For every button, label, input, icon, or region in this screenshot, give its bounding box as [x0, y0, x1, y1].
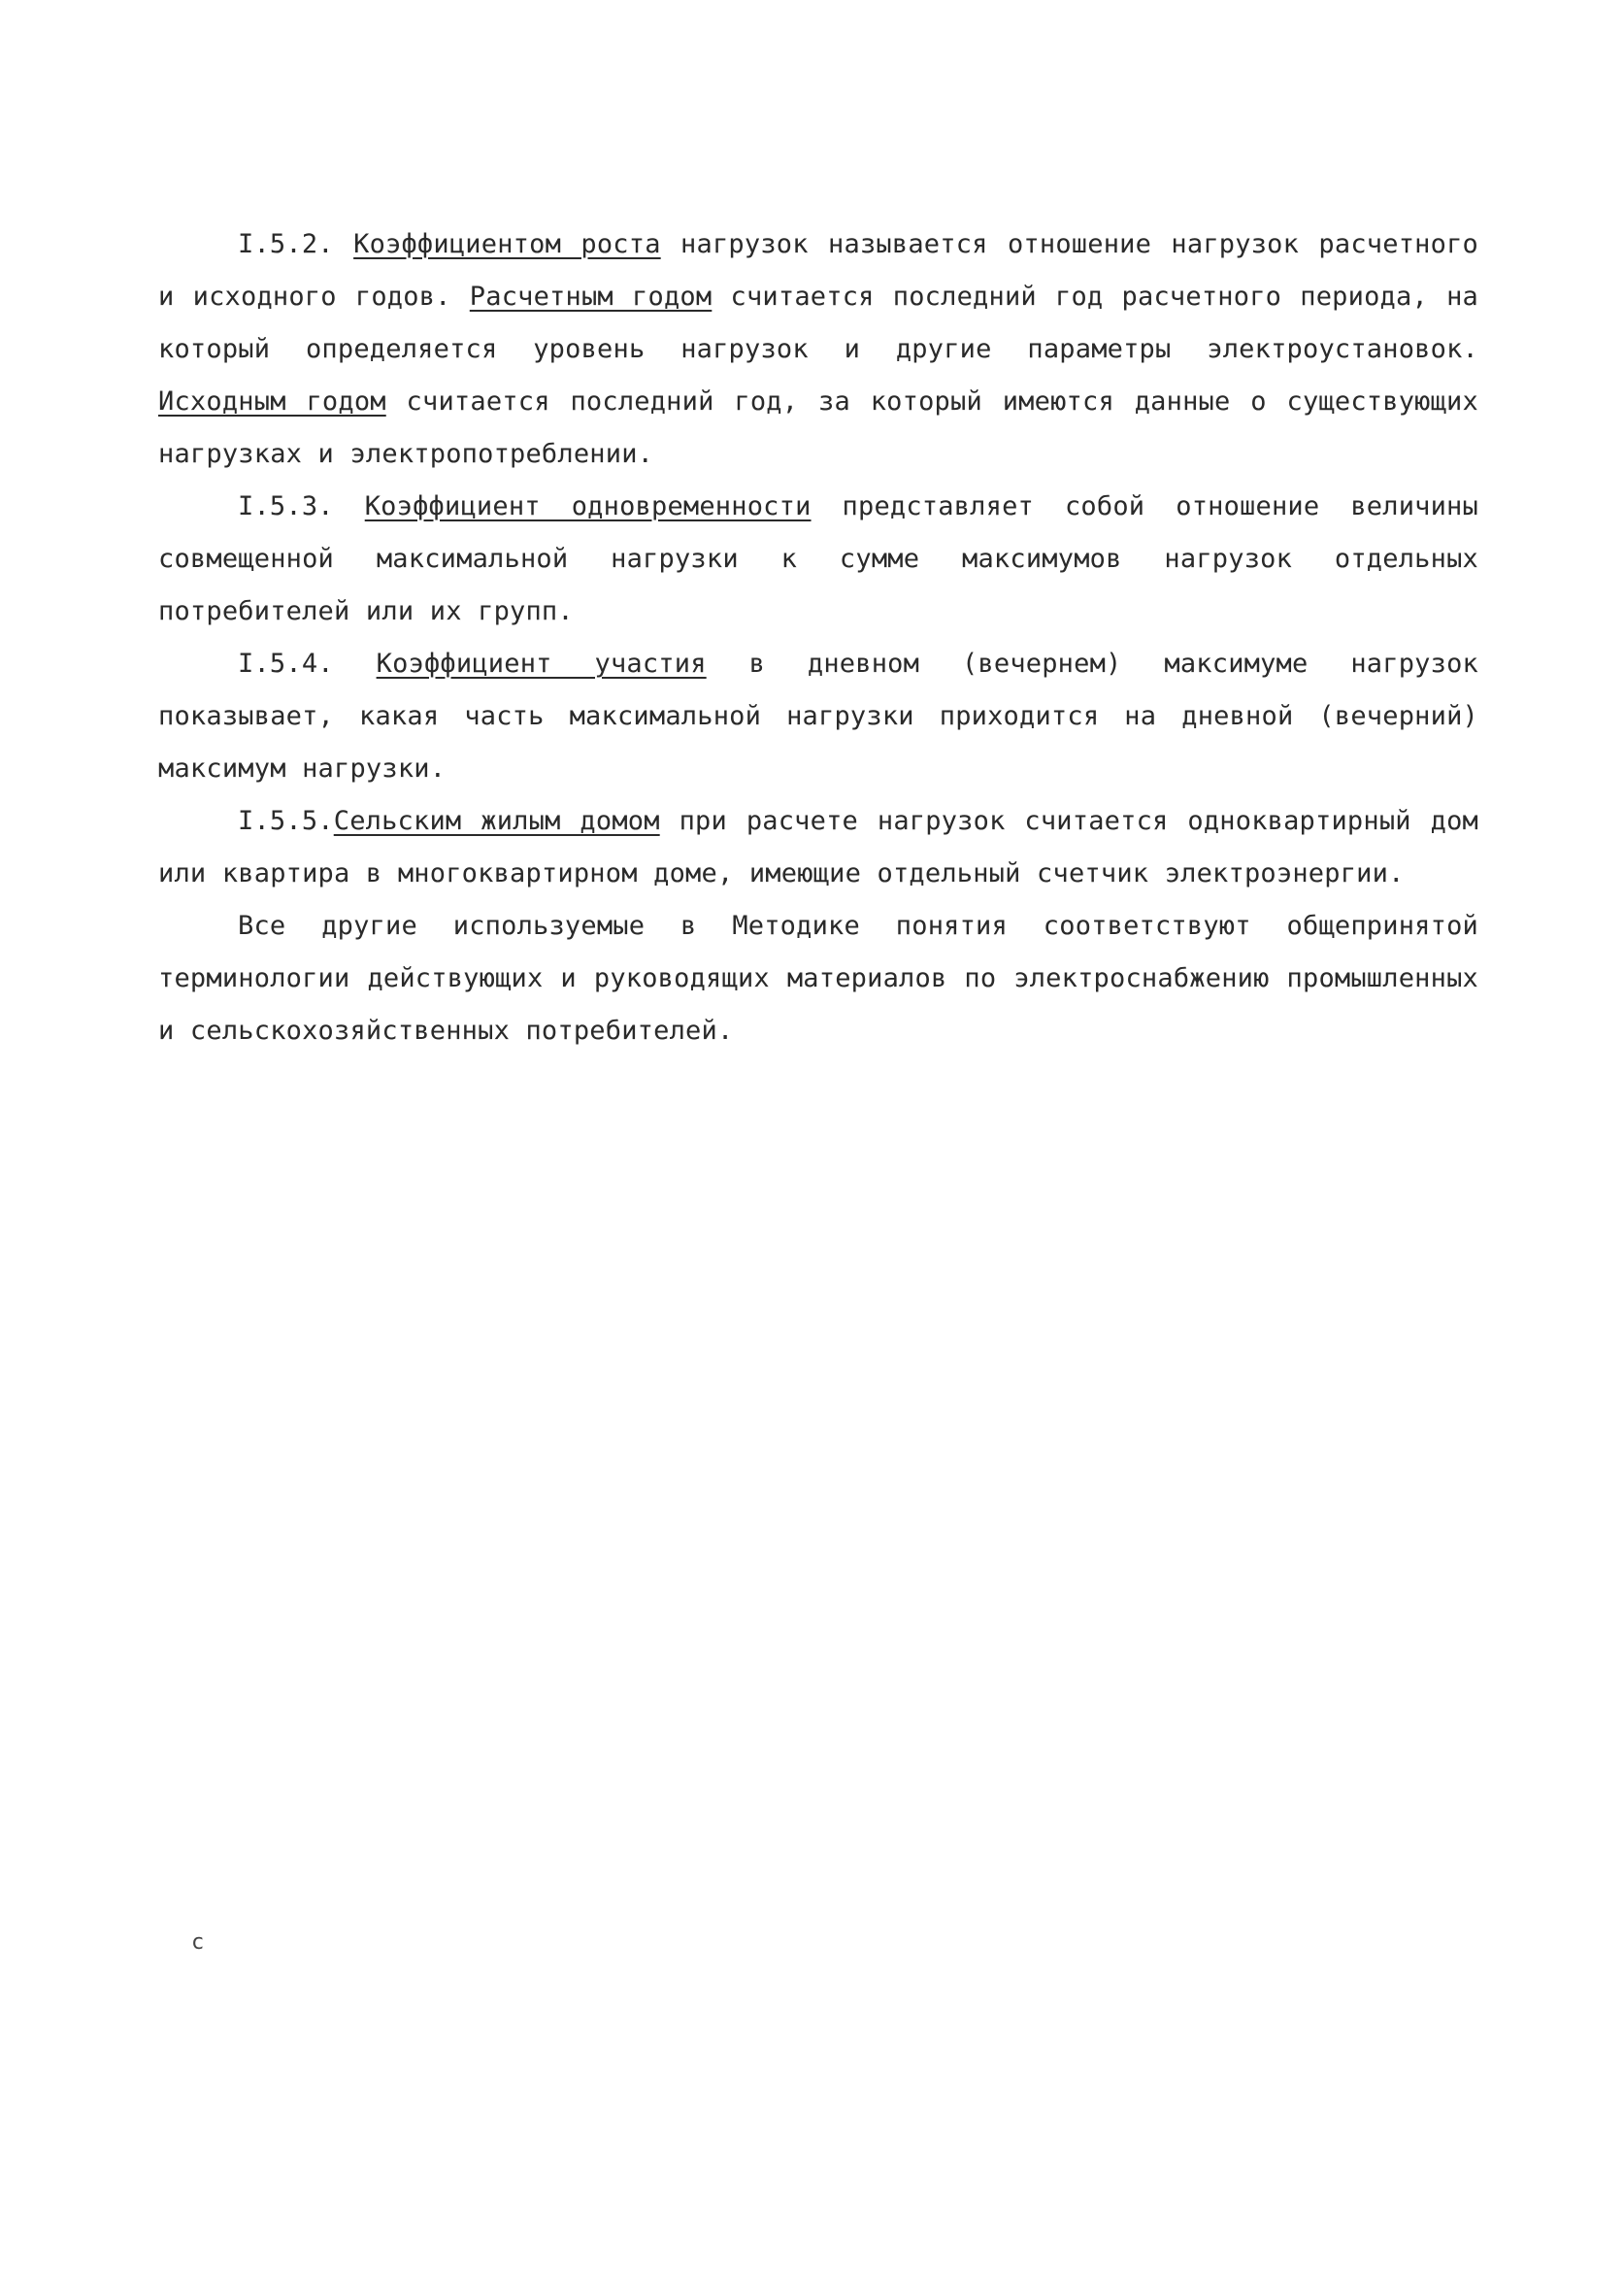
paragraph-text: Все другие используемые в Методике понятия соответствуют общепринятой терминологии действующих и руководящих материалов по электроснабжению промышленных и сельскохозяйственных потребителей.	[158, 911, 1478, 1046]
term-base-year: Исходным годом	[158, 386, 386, 417]
term-design-year: Расчетным годом	[469, 282, 713, 312]
clause-number: I.5.5.	[238, 806, 334, 836]
paragraph-text: представляет собой отношение величины совмещенной максимальной нагрузки к сумме максимумов нагрузок отдельных потребителей или их групп.	[158, 491, 1478, 626]
paragraph-text: считается последний год расчетного периода, на который определяется уровень нагрузок и другие параметры электроустановок.	[158, 282, 1478, 364]
clause-number: I.5.3.	[238, 491, 334, 521]
paragraph-text: при расчете нагрузок считается одноквартирный дом или квартира в многоквартирном доме, имеющие отдельный счетчик электроэнергии.	[158, 806, 1478, 888]
document-body	[158, 218, 1478, 1057]
stray-mark: с	[191, 1930, 205, 1955]
paragraph-1-5-2	[158, 218, 1478, 481]
term-participation-coefficient: Коэффициент участия	[376, 649, 707, 679]
paragraph-other-terms	[158, 900, 1478, 1057]
paragraph-text: в дневном (вечернем) максимуме нагрузок показывает, какая часть максимальной нагрузки приходится на дневной (вечерний) максимум нагрузки.	[158, 649, 1478, 784]
paragraph-1-5-4	[158, 638, 1478, 795]
clause-number: I.5.4.	[238, 649, 334, 679]
term-simultaneity-coefficient: Коэффициент одновременности	[364, 491, 812, 521]
clause-number: I.5.2.	[238, 229, 334, 259]
paragraph-text: считается последний год, за который имеются данные о существующих нагрузках и электропотреблении.	[158, 386, 1478, 469]
term-rural-house: Сельским жилым домом	[333, 806, 660, 836]
paragraph-text: нагрузок называется отношение нагрузок расчетного и исходного годов.	[158, 229, 1478, 312]
paragraph-1-5-3	[158, 481, 1478, 638]
paragraph-1-5-5	[158, 795, 1478, 900]
term-growth-coefficient: Коэффициентом роста	[353, 229, 661, 259]
